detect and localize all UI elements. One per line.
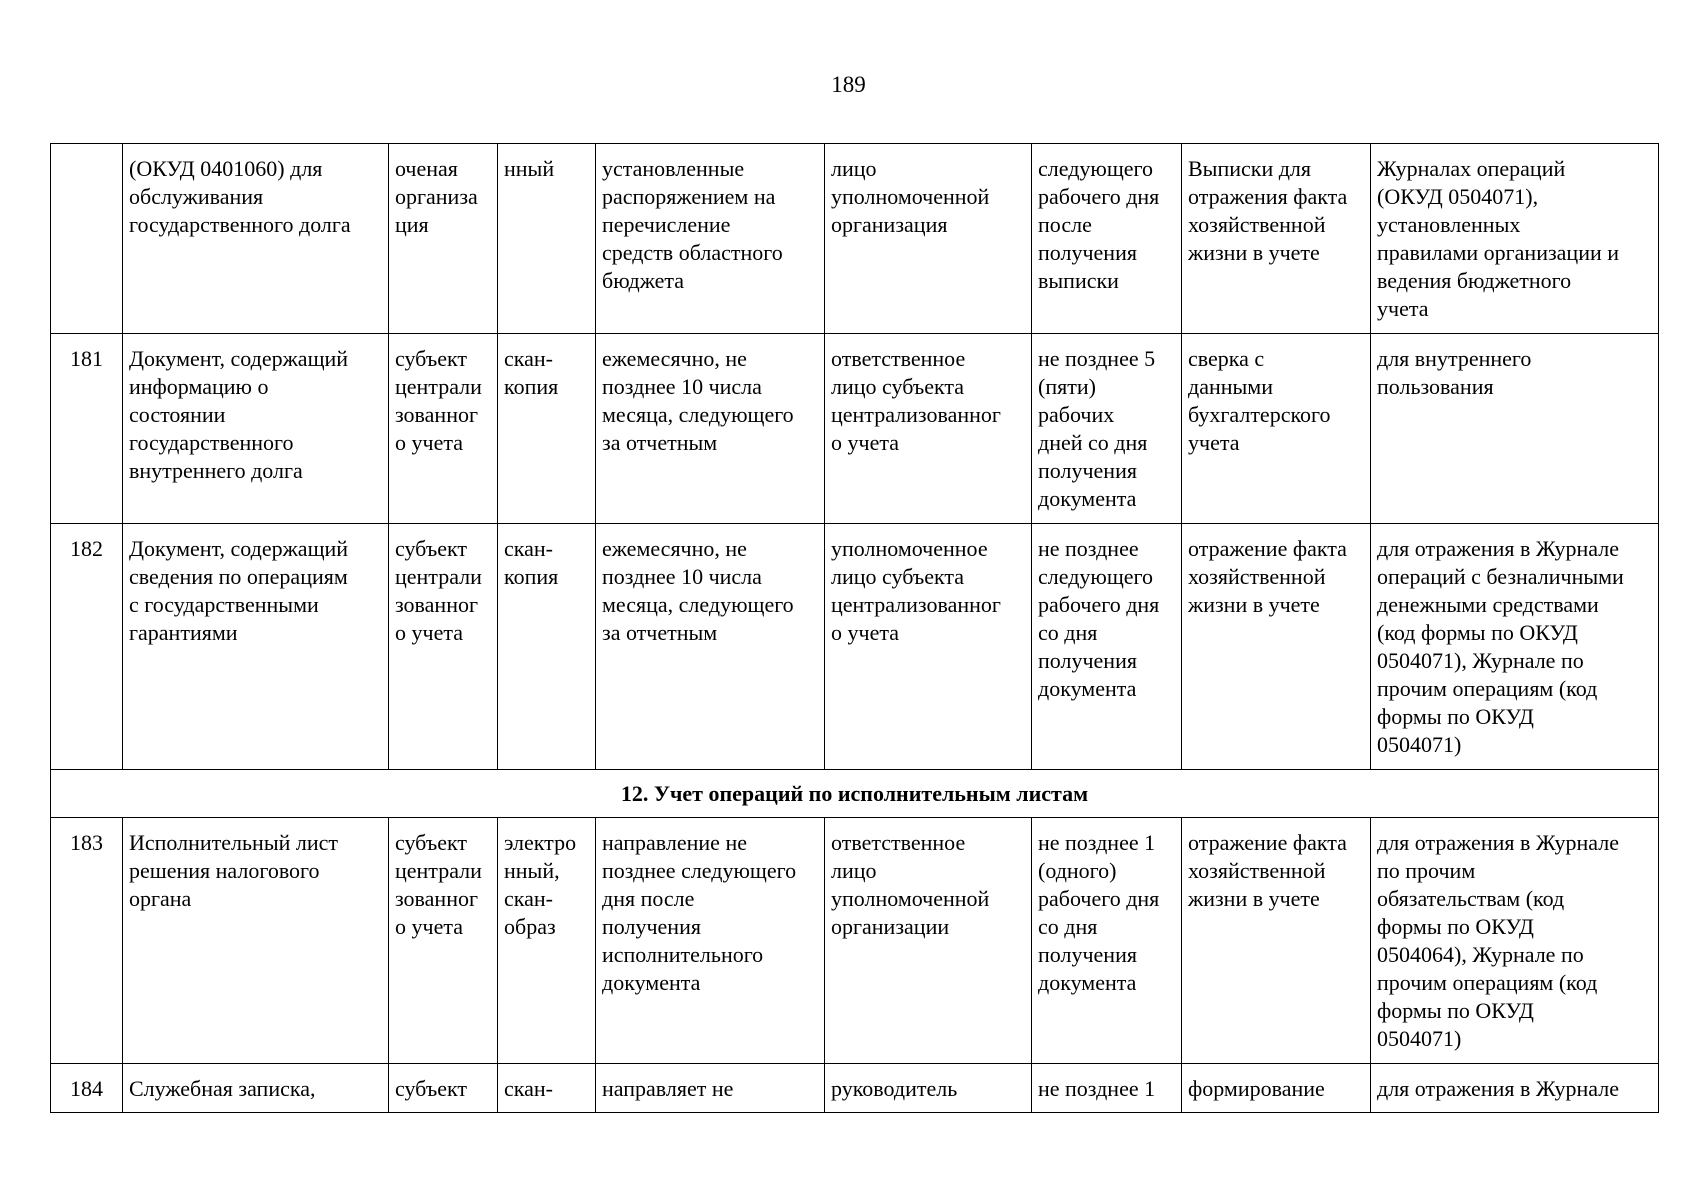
processing-term-cell: следующего рабочего дня после получения выписки xyxy=(1032,144,1182,334)
responsible-cell: лицо уполномоченной организация xyxy=(825,144,1032,334)
document-name-cell: Документ, содержащий информацию о состоянии государственного внутреннего долга xyxy=(123,334,389,524)
table-row xyxy=(51,818,1659,1064)
table-row xyxy=(51,524,1659,770)
purpose-cell: сверка с данными бухгалтерского учета xyxy=(1182,334,1371,524)
deadline-cell: ежемесячно, не позднее 10 числа месяца, следующего за отчетным xyxy=(596,334,825,524)
section-title: 12. Учет операций по исполнительным листам xyxy=(51,770,1659,818)
processing-term-cell: не позднее 5 (пяти) рабочих дней со дня получения документа xyxy=(1032,334,1182,524)
usage-cell: для отражения в Журнале операций с безналичными денежными средствами (код формы по ОКУД 0504071), Журнале по прочим операциям (код формы по ОКУД 0504071) xyxy=(1371,524,1659,770)
processing-term-cell: не позднее 1 (одного) рабочего дня со дня получения документа xyxy=(1032,818,1182,1064)
creator-cell: субъект централи зованног о учета xyxy=(389,334,498,524)
row-number-cell: 181 xyxy=(51,334,123,524)
responsible-cell: ответственное лицо уполномоченной организации xyxy=(825,818,1032,1064)
document-name-cell: Служебная записка, xyxy=(123,1064,389,1113)
deadline-cell: направляет не xyxy=(596,1064,825,1113)
purpose-cell: формирование xyxy=(1182,1064,1371,1113)
processing-term-cell: не позднее 1 xyxy=(1032,1064,1182,1113)
section-row xyxy=(51,770,1659,818)
format-cell: электро нный, скан- образ xyxy=(498,818,596,1064)
responsible-cell: руководитель xyxy=(825,1064,1032,1113)
usage-cell: Журналах операций (ОКУД 0504071), установленных правилами организации и ведения бюджетного учета xyxy=(1371,144,1659,334)
format-cell: скан- xyxy=(498,1064,596,1113)
format-cell: скан- копия xyxy=(498,334,596,524)
purpose-cell: отражение факта хозяйственной жизни в учете xyxy=(1182,818,1371,1064)
responsible-cell: уполномоченное лицо субъекта централизованног о учета xyxy=(825,524,1032,770)
row-number-cell: 182 xyxy=(51,524,123,770)
processing-term-cell: не позднее следующего рабочего дня со дня получения документа xyxy=(1032,524,1182,770)
purpose-cell: Выписки для отражения факта хозяйственной жизни в учете xyxy=(1182,144,1371,334)
responsible-cell: ответственное лицо субъекта централизованног о учета xyxy=(825,334,1032,524)
document-table xyxy=(50,143,1659,1113)
format-cell: скан- копия xyxy=(498,524,596,770)
format-cell: нный xyxy=(498,144,596,334)
usage-cell: для внутреннего пользования xyxy=(1371,334,1659,524)
row-number-cell: 184 xyxy=(51,1064,123,1113)
purpose-cell: отражение факта хозяйственной жизни в учете xyxy=(1182,524,1371,770)
document-name-cell: (ОКУД 0401060) для обслуживания государственного долга xyxy=(123,144,389,334)
deadline-cell: установленные распоряжением на перечисление средств областного бюджета xyxy=(596,144,825,334)
usage-cell: для отражения в Журнале по прочим обязательствам (код формы по ОКУД 0504064), Журнале по прочим операциям (код формы по ОКУД 0504071) xyxy=(1371,818,1659,1064)
deadline-cell: направление не позднее следующего дня после получения исполнительного документа xyxy=(596,818,825,1064)
deadline-cell: ежемесячно, не позднее 10 числа месяца, следующего за отчетным xyxy=(596,524,825,770)
table-row xyxy=(51,334,1659,524)
usage-cell: для отражения в Журнале xyxy=(1371,1064,1659,1113)
document-name-cell: Исполнительный лист решения налогового органа xyxy=(123,818,389,1064)
creator-cell: субъект централи зованног о учета xyxy=(389,818,498,1064)
page-number: 189 xyxy=(831,72,866,97)
row-number-cell xyxy=(51,144,123,334)
creator-cell: оченая организа ция xyxy=(389,144,498,334)
table-row xyxy=(51,1064,1659,1113)
document-name-cell: Документ, содержащий сведения по операциям с государственными гарантиями xyxy=(123,524,389,770)
table-row xyxy=(51,144,1659,334)
creator-cell: субъект xyxy=(389,1064,498,1113)
row-number-cell: 183 xyxy=(51,818,123,1064)
creator-cell: субъект централи зованног о учета xyxy=(389,524,498,770)
